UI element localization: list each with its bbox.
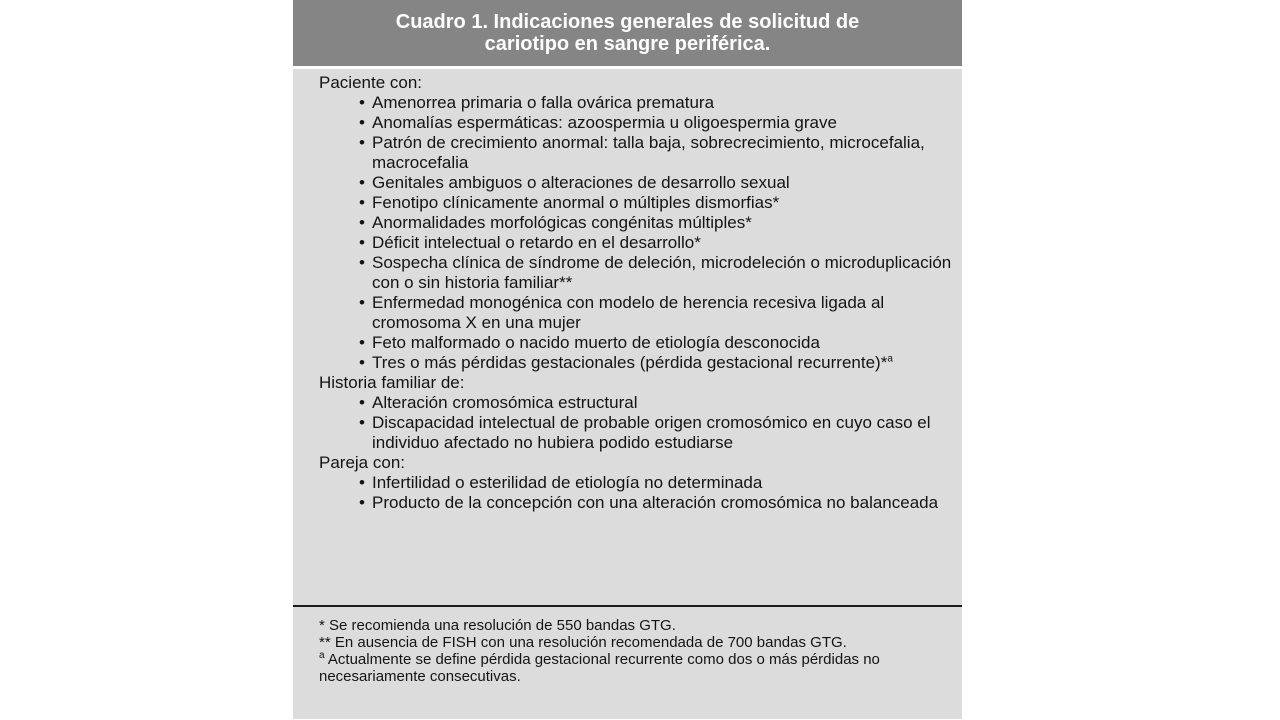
footnote <box>319 651 942 685</box>
section-historia <box>319 373 962 453</box>
list-item: • Patrón de crecimiento anormal: talla baja, sobrecrecimiento, microcefalia, macrocefalia <box>359 133 952 173</box>
card-body <box>293 69 962 607</box>
list-item-text: Tres o más pérdidas gestacionales (pérdida gestacional recurrente)* <box>372 353 888 372</box>
list-item: • Genitales ambiguos o alteraciones de desarrollo sexual <box>359 173 952 193</box>
list-item: • Anormalidades morfológicas congénitas múltiples* <box>359 213 952 233</box>
list-item: • Sospecha clínica de síndrome de deleción, microdeleción o microduplicación con o sin historia familiar** <box>359 253 952 293</box>
list-item: • Déficit intelectual o retardo en el desarrollo* <box>359 233 952 253</box>
footnote: * Se recomienda una resolución de 550 bandas GTG. <box>319 617 676 634</box>
list-item: • Discapacidad intelectual de probable origen cromosómico en cuyo caso el individuo afectado no hubiera podido estudiarse <box>359 413 952 453</box>
list-item: • Feto malformado o nacido muerto de etiología desconocida <box>359 333 952 353</box>
card-header <box>293 0 962 69</box>
list-item: • Amenorrea primaria o falla ovárica prematura <box>359 93 952 113</box>
footnote: ** En ausencia de FISH con una resolución recomendada de 700 bandas GTG. <box>319 634 847 651</box>
item-list <box>319 393 962 453</box>
footnotes <box>293 607 962 685</box>
item-list <box>319 473 962 513</box>
section-paciente <box>319 73 962 373</box>
table-title: Cuadro 1. Indicaciones generales de solicitud de cariotipo en sangre periférica. <box>395 11 860 55</box>
section-heading: Paciente con: <box>319 73 423 92</box>
list-item: • Alteración cromosómica estructural <box>359 393 952 413</box>
footnote-marker: a <box>319 650 325 661</box>
list-item: • Producto de la concepción con una alteración cromosómica no balanceada <box>359 493 952 513</box>
list-item <box>359 353 952 373</box>
list-item: • Infertilidad o esterilidad de etiología no determinada <box>359 473 952 493</box>
section-pareja <box>319 453 962 513</box>
item-list <box>319 93 962 373</box>
list-item: • Enfermedad monogénica con modelo de herencia recesiva ligada al cromosoma X en una mujer <box>359 293 952 333</box>
list-item: • Fenotipo clínicamente anormal o múltiples dismorfias* <box>359 193 952 213</box>
section-heading: Pareja con: <box>319 453 405 472</box>
table-card <box>293 0 962 719</box>
superscript-marker: a <box>887 353 893 365</box>
list-item: • Anomalías espermáticas: azoospermia u oligoespermia grave <box>359 113 952 133</box>
section-heading: Historia familiar de: <box>319 373 465 392</box>
footnote-text: Actualmente se define pérdida gestacional recurrente como dos o más pérdidas no necesariamente consecutivas. <box>319 651 880 685</box>
